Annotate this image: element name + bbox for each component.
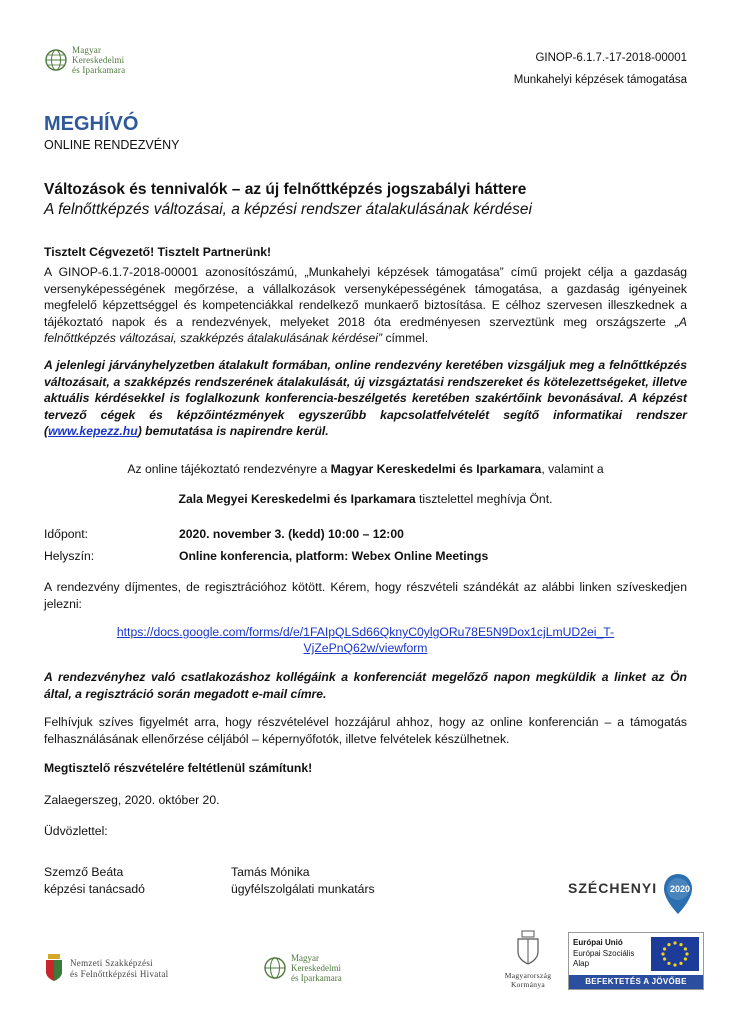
greeting: Tisztelt Cégvezető! Tisztelt Partnerünk! [44, 245, 272, 259]
registration-link-line[interactable]: https://docs.google.com/forms/d/e/1FAIpQLSd66QknyC0ylgORu78E5N9Dox1cjLmUD2ei_T- [116, 625, 615, 639]
eu-slogan: BEFEKTETÉS A JÖVŐBE [569, 975, 703, 989]
signatory-name: Tamás Mónika [231, 865, 310, 879]
page-subtitle: ONLINE RENDEZVÉNY [44, 138, 180, 152]
salutation: Üdvözlettel: [44, 824, 108, 838]
place-label: Helyszín: [44, 549, 95, 563]
szechenyi-year: 2020 [670, 884, 691, 894]
signatory-role: ügyfélszolgálati munkatárs [231, 882, 375, 896]
org-mkik: Magyar Kereskedelmi és Iparkamara [330, 462, 542, 476]
nszfh-line: Nemzeti Szakképzési [70, 958, 153, 968]
project-name: Munkahelyi képzések támogatása [513, 74, 687, 86]
time-value: 2020. november 3. (kedd) 10:00 – 12:00 [179, 527, 404, 541]
page-title: MEGHÍVÓ [44, 113, 139, 135]
time-row [44, 527, 404, 541]
coat-of-arms-icon [515, 930, 541, 966]
event-title-quote: „A felnőttképzés változásai, szakképzés átalakulásának kérdései” [44, 314, 687, 345]
invite-line-1 [44, 462, 687, 476]
mkik-logo-header [44, 44, 164, 76]
paragraph-program [44, 357, 687, 440]
logo-line: Kereskedelmi [291, 963, 341, 973]
logo-line: Magyar [72, 45, 102, 55]
consent-notice: Felhívjuk szíves figyelmét arra, hogy részvételével hozzájárul ahhoz, hogy az online konferencián – a támogatás felhasználásának ellenőrzése céljából – képernyőfotók, illetve felvételek készülhetnek. [44, 715, 687, 746]
paragraph-intro-end: címmel. [382, 331, 429, 345]
invite-text: Az online tájékoztató rendezvényre a [127, 462, 331, 476]
map-pin-icon [662, 872, 694, 916]
kepezz-link[interactable]: www.kepezz.hu [48, 424, 138, 438]
paragraph-program-end: ) bemutatása is napirendre kerül. [137, 424, 329, 438]
szechenyi-2020-logo [568, 872, 698, 916]
paragraph-program-text: A jelenlegi járványhelyzetben átalakult formában, online rendezvény keretében vizsgáljuk meg a felnőttképzés változásait, a szakképzés rendszerének átalakulását, új vizsgáztatási rendszereket és kötelezettségeket, illetve aktuális kérdésekkel is foglalkozunk konferencia-beszélgetés keretében szakértőink bevonásával. A képzést tervező cégek és képzőintézmények egyszerűbb kapcsolatfelvételét segítő informatikai rendszer ( [44, 358, 687, 438]
project-code: GINOP-6.1.7.-17-2018-00001 [535, 52, 687, 64]
time-label: Időpont: [44, 527, 89, 541]
registration-link[interactable] [44, 624, 687, 656]
nszfh-line: és Felnőttképzési Hivatal [70, 969, 169, 979]
signatory-name: Szemző Beáta [44, 865, 124, 879]
org-zmkik: Zala Megyei Kereskedelmi és Iparkamara [178, 492, 416, 506]
signatory-1 [44, 864, 145, 898]
closing-line: Megtisztelő részvételére feltétlenül számítunk! [44, 761, 313, 775]
paragraph-intro-text: A GINOP-6.1.7-2018-00001 azonosítószámú, „Munkahelyi képzések támogatása” című projekt célja a gazdaság versenyképességének megőrzése, a vállalkozások versenyképességének támogatása, a gazdaság igényeinek megfelelő képzettséggel és kompetenciákkal rendelkező munkaerő biztosítása. E célhoz szervesen illeszkednek a tájékoztató napok és a rendezvények, melyeket 2018 óta eredményesen szerveztünk meg országszerte [44, 265, 687, 329]
invite-text: , valamint a [541, 462, 604, 476]
eu-esf-logo [568, 932, 704, 990]
globe-icon [263, 954, 287, 982]
gov-line: Kormánya [510, 980, 546, 989]
heading-main: Változások és tennivalók – az új felnőttképzés jogszabályi háttere [44, 181, 527, 198]
eu-title: Európai Unió [573, 938, 623, 947]
place-row [44, 549, 488, 563]
paragraph-intro [44, 264, 687, 347]
nszfh-logo [44, 950, 214, 986]
logo-line: és Iparkamara [72, 65, 126, 75]
invite-text: tisztelettel meghívja Önt. [415, 492, 553, 506]
logo-line: és Iparkamara [291, 973, 342, 983]
gov-line: Magyarország [504, 971, 552, 980]
mkik-logo-footer [263, 952, 373, 986]
join-notice: A rendezvényhez való csatlakozáshoz kollégáink a konferenciát megelőző napon megküldik a linket az Ön által, a regisztráció során megadott e-mail címre. [44, 670, 687, 701]
eu-flag-icon [651, 937, 699, 971]
signatory-role: képzési tanácsadó [44, 882, 145, 896]
signatory-2 [231, 864, 375, 898]
logo-line: Kereskedelmi [72, 55, 125, 65]
registration-text: A rendezvény díjmentes, de regisztrációhoz kötött. Kérem, hogy részvételi szándékát az alábbi linken szíveskedjen jelezni: [44, 580, 687, 611]
eu-fund-line: Alap [573, 959, 590, 968]
coat-of-arms-icon [44, 952, 64, 982]
registration-link-line[interactable]: VjZePnQ62w/viewform [303, 641, 428, 655]
szechenyi-word: SZÉCHENYI [568, 880, 658, 896]
place-value: Online konferencia, platform: Webex Online Meetings [179, 549, 489, 563]
government-logo [496, 930, 560, 992]
invite-line-2 [44, 492, 687, 506]
eu-fund [573, 949, 634, 969]
eu-fund-line: Európai Szociális [573, 949, 635, 958]
logo-line: Magyar [291, 953, 319, 963]
place-date: Zalaegerszeg, 2020. október 20. [44, 793, 220, 807]
heading-sub: A felnőttképzés változásai, a képzési rendszer átalakulásának kérdései [44, 201, 532, 218]
globe-icon [44, 46, 68, 74]
